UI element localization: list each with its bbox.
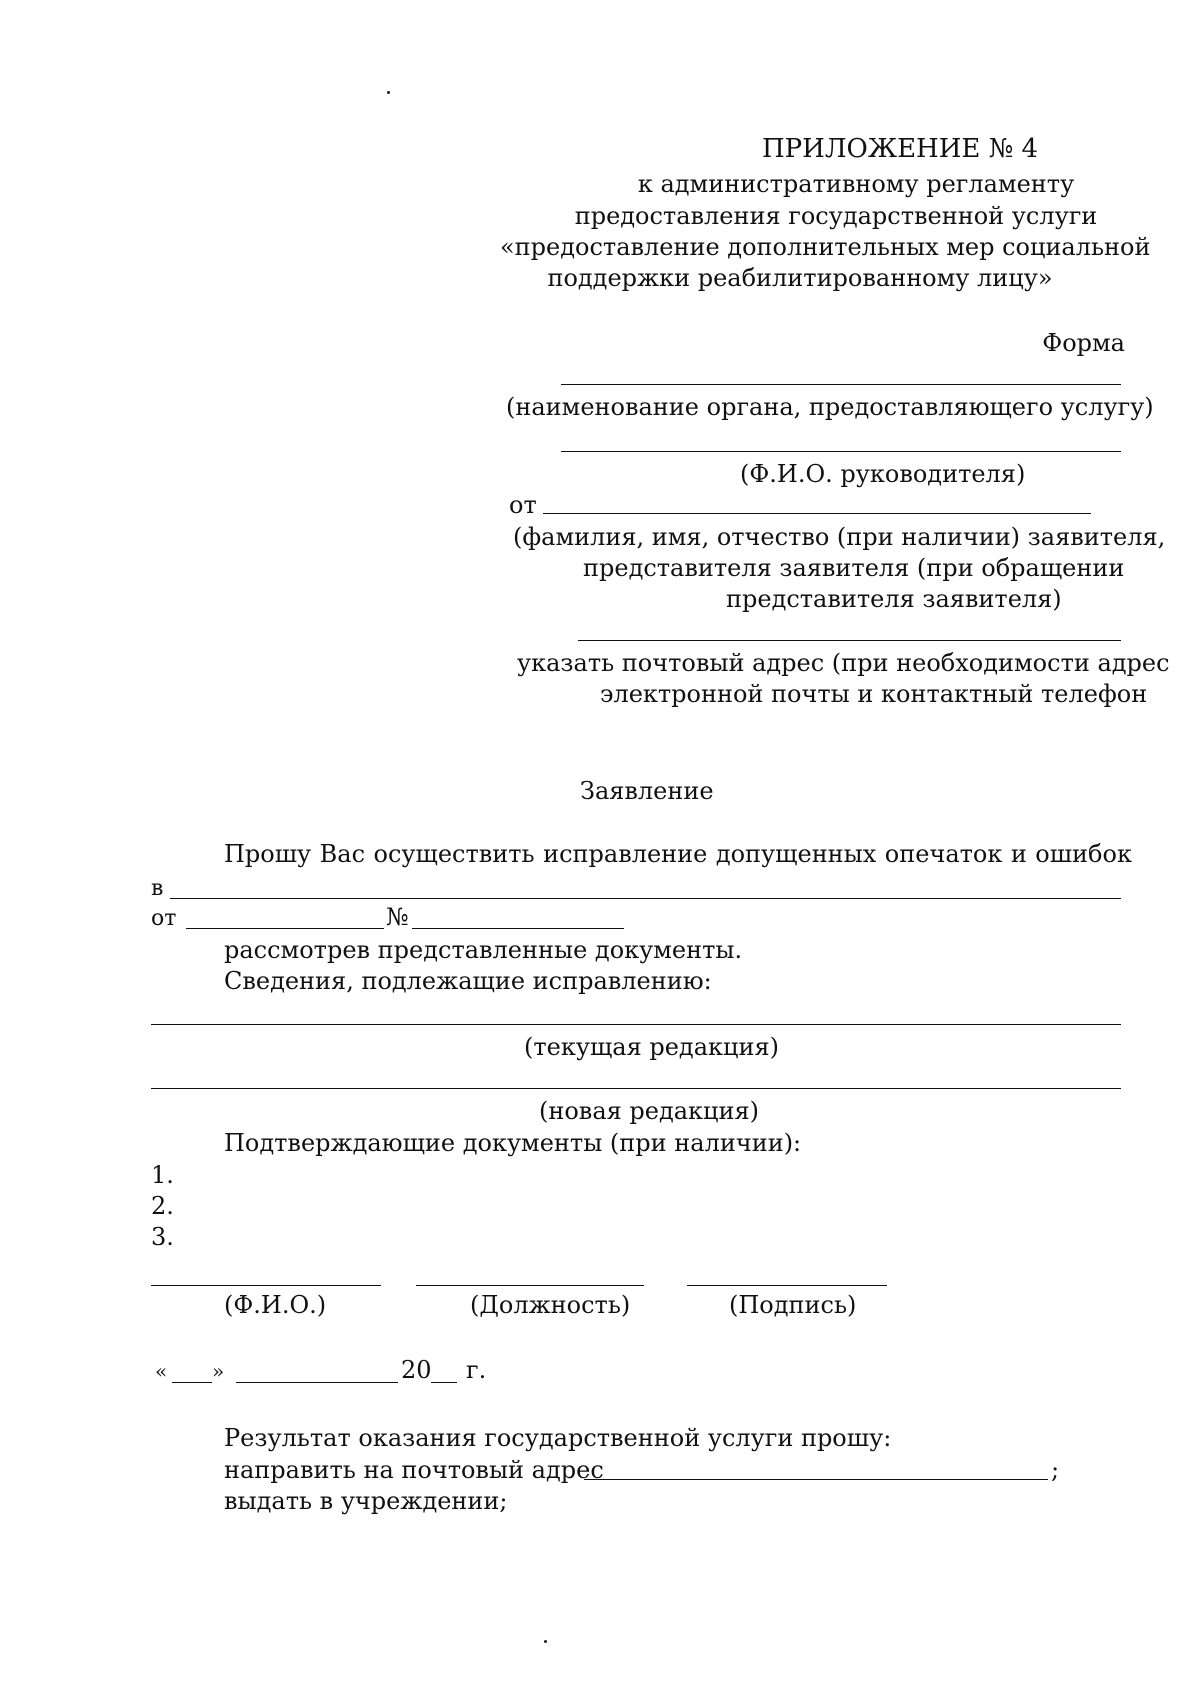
year-prefix: 20	[401, 1356, 432, 1384]
request-word: ошибок	[1035, 840, 1132, 868]
fio-line	[151, 1285, 381, 1286]
year-suffix: г.	[466, 1356, 487, 1384]
position-caption: (Должность)	[470, 1291, 631, 1319]
organ-caption: (наименование органа, предоставляющего услугу)	[506, 393, 1154, 421]
in-label: в	[151, 876, 164, 901]
applicant-line	[543, 513, 1091, 514]
from-label-top: от	[509, 491, 537, 519]
month-line	[236, 1382, 398, 1383]
scan-speck	[544, 1640, 547, 1643]
request-word: осуществить	[373, 840, 535, 868]
result-intro: Результат оказания государственной услуги прошу:	[224, 1424, 892, 1452]
organ-line	[561, 384, 1121, 385]
from-label: от	[151, 906, 177, 931]
request-word: опечаток	[884, 840, 1003, 868]
fio-caption: (Ф.И.О.)	[224, 1291, 327, 1319]
request-word: допущенных	[715, 840, 877, 868]
date-open-quote: «	[155, 1359, 168, 1383]
sign-caption: (Подпись)	[729, 1291, 857, 1319]
appendix-title: ПРИЛОЖЕНИЕ № 4	[762, 134, 1039, 164]
mail-address-line	[584, 1479, 1048, 1480]
header-line-3: «предоставление дополнительных мер социальной	[500, 233, 1151, 261]
year-line	[431, 1382, 457, 1383]
mail-end: ;	[1051, 1456, 1060, 1484]
number-line	[412, 928, 624, 929]
address-caption-2: электронной почты и контактный телефон	[600, 680, 1148, 708]
number-label: №	[386, 903, 409, 931]
request-word: Вас	[319, 840, 366, 868]
current-edition-line	[151, 1024, 1121, 1025]
considered-text: рассмотрев представленные документы.	[224, 936, 743, 964]
list-item: 2.	[151, 1192, 174, 1220]
current-caption: (текущая редакция)	[524, 1033, 779, 1061]
supporting-label: Подтверждающие документы (при наличии):	[224, 1129, 802, 1157]
request-word: исправление	[543, 840, 708, 868]
position-line	[416, 1285, 644, 1286]
date-line	[186, 928, 384, 929]
head-caption: (Ф.И.О. руководителя)	[740, 460, 1026, 488]
header-line-4: поддержки реабилитированному лицу»	[547, 264, 1053, 292]
date-close-quote: »	[212, 1359, 225, 1383]
request-word: и	[1010, 840, 1027, 868]
new-edition-line	[151, 1088, 1121, 1089]
day-line	[172, 1382, 212, 1383]
request-word: Прошу	[224, 840, 312, 868]
head-line	[561, 451, 1121, 452]
applicant-caption-3: представителя заявителя)	[726, 585, 1062, 613]
request-line	[224, 839, 1132, 869]
applicant-caption-2: представителя заявителя (при обращении	[583, 554, 1125, 582]
header-line-2: предоставления государственной услуги	[574, 202, 1098, 230]
info-label: Сведения, подлежащие исправлению:	[224, 967, 712, 995]
address-caption-1: указать почтовый адрес (при необходимости адрес	[517, 649, 1170, 677]
application-title: Заявление	[580, 777, 714, 805]
form-label: Форма	[1042, 329, 1125, 357]
applicant-caption-1: (фамилия, имя, отчество (при наличии) заявителя,	[513, 523, 1166, 551]
mail-label: направить на почтовый адрес	[224, 1456, 604, 1484]
scan-speck	[387, 91, 390, 94]
in-document-line	[170, 898, 1121, 899]
address-line	[578, 640, 1121, 641]
issue-label: выдать в учреждении;	[224, 1487, 508, 1515]
header-line-1: к административному регламенту	[637, 170, 1075, 198]
new-caption: (новая редакция)	[539, 1097, 759, 1125]
list-item: 1.	[151, 1161, 174, 1189]
list-item: 3.	[151, 1223, 174, 1251]
signature-line	[687, 1285, 887, 1286]
